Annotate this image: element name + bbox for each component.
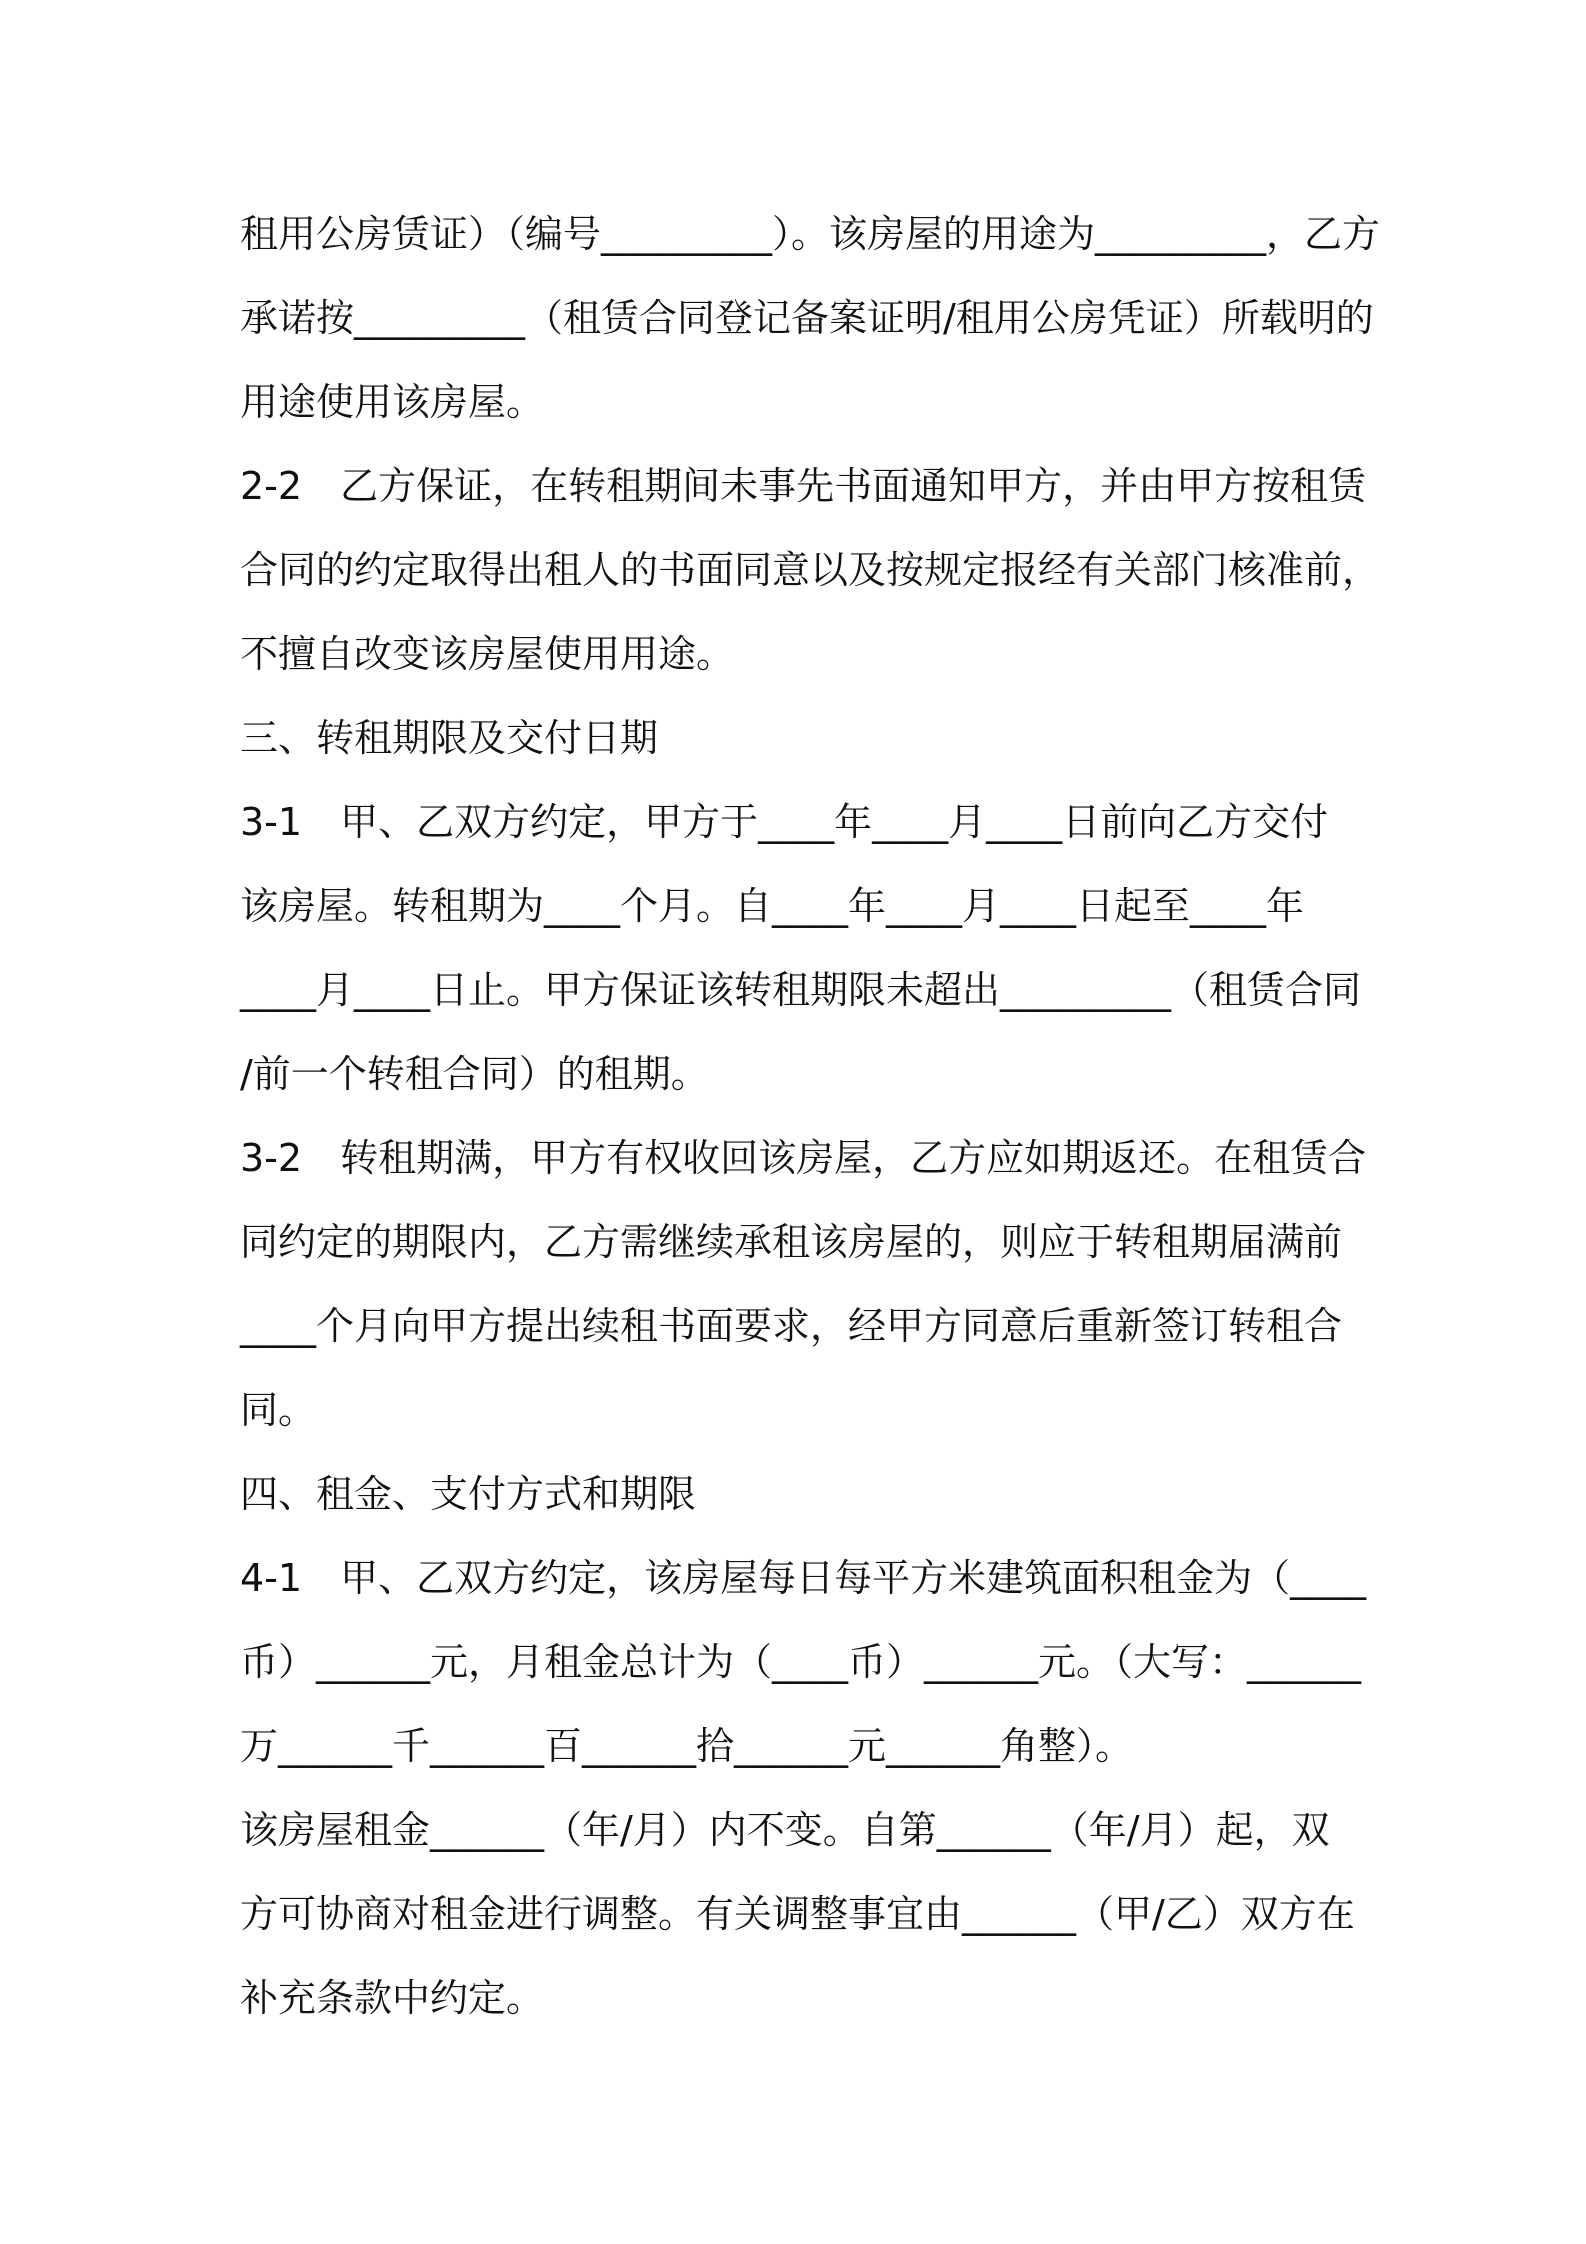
text-line: 合同的约定取得出租人的书面同意以及按规定报经有关部门核准前， [240,548,1381,592]
text-line: 3-2 转租期满，甲方有权收回该房屋，乙方应如期返还。在租赁合 [240,1136,1367,1180]
text-line: 补充条款中约定。 [240,1976,545,2020]
text-line: 币）______元，月租金总计为（____币）______元。（大写：______ [240,1640,1362,1684]
text-line: 该房屋。转租期为____个月。自____年____月____日起至____年 [240,884,1305,928]
contract-body-text [240,192,1381,2040]
text-line: 承诺按_________（租赁合同登记备案证明/租用公房凭证）所载明的 [240,296,1374,340]
text-line: 2-2 乙方保证，在转租期间未事先书面通知甲方，并由甲方按租赁 [240,464,1367,508]
text-line: 同。 [240,1388,317,1432]
text-line: 万______千______百______拾______元______角整）。 [240,1724,1134,1768]
text-line: /前一个转租合同）的租期。 [240,1052,709,1096]
text-line: 4-1 甲、乙双方约定，该房屋每日每平方米建筑面积租金为（____ [240,1556,1367,1600]
text-line: 不擅自改变该房屋使用用途。 [240,632,735,676]
text-line: 该房屋租金______（年/月）内不变。自第______（年/月）起，双 [240,1808,1330,1852]
text-line: 方可协商对租金进行调整。有关调整事宜由______（甲/乙）双方在 [240,1892,1355,1936]
text-line: 3-1 甲、乙双方约定，甲方于____年____月____日前向乙方交付 [240,800,1329,844]
text-line: 同约定的期限内，乙方需继续承租该房屋的，则应于转租期届满前 [240,1220,1343,1264]
section-heading: 三、转租期限及交付日期 [240,716,659,760]
section-heading: 四、租金、支付方式和期限 [240,1472,697,1516]
text-line: 租用公房赁证）（编号_________）。该房屋的用途为_________，乙方 [240,212,1381,256]
text-line: ____个月向甲方提出续租书面要求，经甲方同意后重新签订转租合 [240,1304,1343,1348]
text-line: ____月____日止。甲方保证该转租期限未超出_________（租赁合同 [240,968,1362,1012]
text-line: 用途使用该房屋。 [240,380,545,424]
